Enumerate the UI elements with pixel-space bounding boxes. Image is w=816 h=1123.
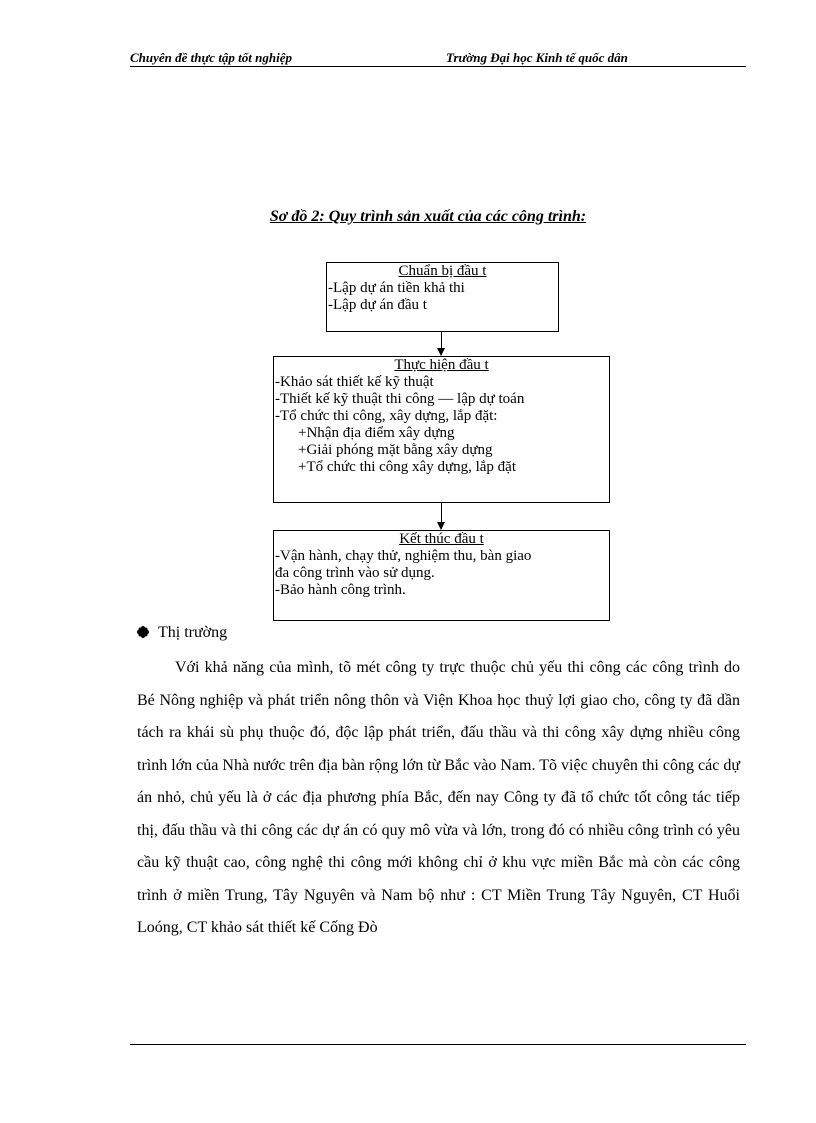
- flow-arrow: [441, 331, 442, 355]
- diagram-box-implementation: [273, 356, 610, 503]
- box-heading: Thực hiện đầu t: [394, 357, 489, 373]
- footer-rule: [130, 1044, 746, 1045]
- paragraph-text: Với khả năng của mình, tõ mét công ty trực thuộc chủ yếu thi công các công trình do Bé Nông nghiệp và phát triển nông thôn và Viện Khoa học thuỷ lợi giao cho, công ty đã dần tách ra khái sù phụ thuộc đó, độc lập phát triển, đấu thầu và thi công xây dựng nhiều công trình lớn của Nhà nước trên địa bàn rộng lớn từ Bắc vào Nam. Tõ việc chuyên thi công các dự án nhỏ, chủ yếu là ở các địa phương phía Bắc, đến nay Công ty đã tổ chức tốt công tác tiếp thị, đấu thầu và thi công các dự án có quy mô vừa và lớn, trong đó có nhiều công trình có yêu cầu kỹ thuật cao, công nghệ thi công mới không chỉ ở khu vực miền Bắc mà còn các công trình ở miền Trung, Tây Nguyên và Nam bộ như : CT Miền Trung Tây Nguyên, CT Huổi Loóng, CT khảo sát thiết kế Cống Đò: [137, 659, 740, 936]
- box-heading: Chuẩn bị đầu t: [398, 263, 487, 279]
- box-line: -Khảo sát thiết kế kỹ thuật: [275, 374, 434, 390]
- page-header: [130, 52, 746, 67]
- diagram-box-preparation: [326, 262, 559, 332]
- diagram-box-completion: [273, 530, 610, 621]
- diagram-title: Sơ đồ 2: Quy trình sản xuất của các công trình:: [269, 208, 587, 225]
- body-paragraph: [137, 652, 740, 945]
- header-left-text: Chuyên đề thực tập tốt nghiệp: [130, 50, 292, 65]
- box-subline: +Tổ chức thi công xây dựng, lắp đặt: [298, 459, 516, 475]
- box-line: -Lập dự án tiền khả thi: [328, 280, 465, 296]
- box-line: đa công trình vào sử dụng.: [275, 565, 435, 581]
- box-line: -Tổ chức thi công, xây dựng, lắp đặt:: [275, 408, 498, 424]
- box-line: -Thiết kế kỹ thuật thi công — lập dự toán: [275, 391, 525, 407]
- box-line: -Vận hành, chạy thử, nghiệm thu, bàn giao: [275, 548, 532, 564]
- flower-bullet-icon: [137, 626, 149, 638]
- section-heading-row: [137, 624, 227, 642]
- box-line: -Bảo hành công trình.: [275, 582, 406, 598]
- box-subline: +Nhận địa điểm xây dựng: [298, 425, 455, 441]
- section-heading: Thị trường: [158, 624, 228, 641]
- box-line: -Lập dự án đầu t: [328, 297, 427, 313]
- box-subline: +Giải phóng mặt bằng xây dựng: [298, 442, 493, 458]
- header-right-text: Trường Đại học Kinh tế quốc dân: [446, 50, 628, 65]
- box-heading: Kết thúc đầu t: [399, 531, 484, 547]
- flow-arrow: [441, 502, 442, 529]
